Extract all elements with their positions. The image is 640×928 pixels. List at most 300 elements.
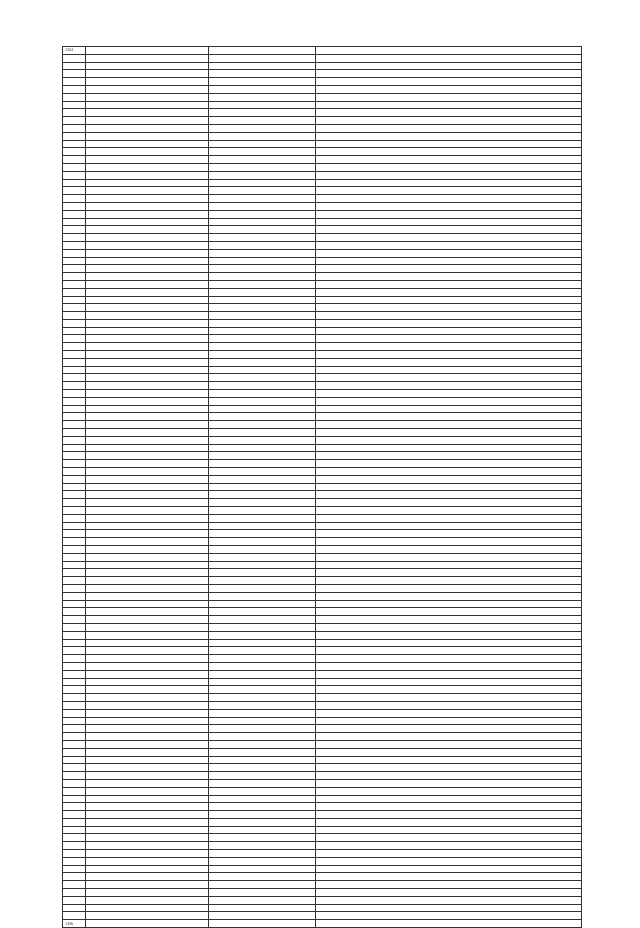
table-cell (63, 577, 86, 585)
table-cell (316, 725, 582, 733)
table-cell (316, 514, 582, 522)
table-cell (209, 54, 316, 62)
table-row (63, 530, 582, 538)
table-cell (316, 608, 582, 616)
table-cell (86, 889, 209, 897)
table-cell (316, 631, 582, 639)
table-row (63, 210, 582, 218)
table-cell (316, 382, 582, 390)
table-cell (63, 468, 86, 476)
table-cell (209, 202, 316, 210)
table-cell (86, 218, 209, 226)
table-cell (86, 70, 209, 78)
register-table (62, 46, 582, 928)
table-row (63, 865, 582, 873)
table-row (63, 117, 582, 125)
table-cell (86, 78, 209, 86)
table-cell (316, 764, 582, 772)
table-cell (63, 795, 86, 803)
table-cell (209, 507, 316, 515)
table-cell (316, 577, 582, 585)
table-cell (316, 421, 582, 429)
table-cell (63, 811, 86, 819)
table-cell (63, 670, 86, 678)
table-cell (316, 101, 582, 109)
table-row (63, 522, 582, 530)
table-cell (316, 475, 582, 483)
table-cell (316, 319, 582, 327)
table-cell (316, 249, 582, 257)
table-row (63, 569, 582, 577)
table-cell (63, 195, 86, 203)
table-cell (209, 873, 316, 881)
table-row (63, 717, 582, 725)
table-cell (316, 187, 582, 195)
table-cell (86, 756, 209, 764)
table-row (63, 647, 582, 655)
table-cell (86, 343, 209, 351)
table-cell (209, 179, 316, 187)
table-cell (209, 639, 316, 647)
table-cell (209, 156, 316, 164)
table-row (63, 577, 582, 585)
table-row (63, 226, 582, 234)
table-cell (209, 826, 316, 834)
table-row (63, 655, 582, 663)
table-cell (86, 304, 209, 312)
table-cell (63, 546, 86, 554)
table-cell (209, 686, 316, 694)
table-cell (86, 202, 209, 210)
table-cell (209, 366, 316, 374)
table-cell (316, 148, 582, 156)
table-cell (316, 460, 582, 468)
table-cell (316, 280, 582, 288)
table-cell (209, 920, 316, 928)
table-cell (86, 865, 209, 873)
table-cell (63, 374, 86, 382)
table-cell (86, 709, 209, 717)
table-cell (209, 280, 316, 288)
table-row (63, 608, 582, 616)
table-cell (316, 811, 582, 819)
table-cell (63, 709, 86, 717)
table-row (63, 273, 582, 281)
table-cell (316, 655, 582, 663)
table-cell (209, 124, 316, 132)
table-row (63, 335, 582, 343)
table-cell (86, 592, 209, 600)
table-cell (63, 358, 86, 366)
table-cell (63, 132, 86, 140)
table-cell (63, 101, 86, 109)
table-cell (316, 296, 582, 304)
table-row (63, 701, 582, 709)
table-cell (63, 288, 86, 296)
table-cell (86, 156, 209, 164)
table-cell (63, 405, 86, 413)
table-cell (316, 429, 582, 437)
table-cell (316, 397, 582, 405)
table-cell (86, 686, 209, 694)
table-cell (63, 124, 86, 132)
table-cell (86, 896, 209, 904)
table-cell (63, 421, 86, 429)
table-cell (63, 584, 86, 592)
table-cell (316, 639, 582, 647)
table-cell (316, 662, 582, 670)
table-cell (86, 577, 209, 585)
table-cell (316, 920, 582, 928)
table-row (63, 561, 582, 569)
table-cell (86, 47, 209, 55)
table-cell (63, 842, 86, 850)
table-cell (86, 257, 209, 265)
table-row (63, 54, 582, 62)
table-row (63, 312, 582, 320)
table-cell (209, 382, 316, 390)
table-cell (209, 195, 316, 203)
table-cell (86, 733, 209, 741)
table-cell (63, 873, 86, 881)
table-cell (86, 374, 209, 382)
table-cell (86, 803, 209, 811)
table-cell (86, 616, 209, 624)
table-row (63, 421, 582, 429)
table-cell (316, 756, 582, 764)
table-cell (63, 857, 86, 865)
table-cell (316, 678, 582, 686)
table-row (63, 553, 582, 561)
table-cell (63, 608, 86, 616)
table-cell (86, 639, 209, 647)
table-cell (86, 382, 209, 390)
table-cell (86, 195, 209, 203)
table-cell (316, 257, 582, 265)
table-cell (86, 850, 209, 858)
table-cell (63, 140, 86, 148)
table-cell (316, 288, 582, 296)
table-cell (209, 483, 316, 491)
table-cell (63, 600, 86, 608)
table-cell (316, 140, 582, 148)
table-row (63, 538, 582, 546)
table-cell (63, 382, 86, 390)
table-cell (63, 327, 86, 335)
table-cell (86, 772, 209, 780)
table-cell (86, 413, 209, 421)
table-cell (209, 811, 316, 819)
table-cell (63, 93, 86, 101)
table-cell (209, 662, 316, 670)
table-row (63, 483, 582, 491)
table-cell (63, 686, 86, 694)
table-row (63, 740, 582, 748)
table-row (63, 811, 582, 819)
table-cell (316, 717, 582, 725)
table-row (63, 795, 582, 803)
table-cell (63, 319, 86, 327)
table-cell (63, 701, 86, 709)
table-row (63, 546, 582, 554)
table-cell (209, 296, 316, 304)
table-cell (63, 109, 86, 117)
table-cell (209, 553, 316, 561)
table-cell (63, 343, 86, 351)
table-cell (209, 608, 316, 616)
table-cell (316, 351, 582, 359)
table-cell (86, 234, 209, 242)
table-row (63, 93, 582, 101)
table-cell (86, 265, 209, 273)
table-cell (316, 241, 582, 249)
table-cell (209, 226, 316, 234)
table-cell (209, 748, 316, 756)
table-cell (209, 795, 316, 803)
table-cell (209, 444, 316, 452)
table-row (63, 249, 582, 257)
table-cell (209, 390, 316, 398)
table-row (63, 429, 582, 437)
table-row (63, 514, 582, 522)
table-cell (63, 304, 86, 312)
table-cell (86, 920, 209, 928)
table-cell (86, 312, 209, 320)
table-cell (86, 444, 209, 452)
table-cell (209, 756, 316, 764)
table-cell (86, 117, 209, 125)
table-cell (63, 826, 86, 834)
table-cell (86, 319, 209, 327)
table-cell (316, 413, 582, 421)
table-cell: 1324 (63, 47, 86, 55)
table-cell (316, 670, 582, 678)
table-cell (209, 163, 316, 171)
table-row (63, 202, 582, 210)
table-row (63, 491, 582, 499)
table-cell (86, 600, 209, 608)
table-cell (63, 779, 86, 787)
table-cell (63, 85, 86, 93)
table-cell (63, 234, 86, 242)
table-cell (209, 569, 316, 577)
table-cell (209, 631, 316, 639)
table-cell (316, 850, 582, 858)
table-cell (209, 857, 316, 865)
table-cell (86, 826, 209, 834)
table-cell (63, 202, 86, 210)
table-cell (86, 538, 209, 546)
table-cell (63, 514, 86, 522)
table-row (63, 460, 582, 468)
table-cell (316, 818, 582, 826)
table-cell (63, 280, 86, 288)
table-cell (209, 335, 316, 343)
table-cell (209, 694, 316, 702)
table-cell (209, 132, 316, 140)
table-cell (209, 70, 316, 78)
table-cell (209, 491, 316, 499)
table-cell (86, 429, 209, 437)
table-row (63, 85, 582, 93)
table-cell (63, 561, 86, 569)
table-cell (63, 725, 86, 733)
table-cell (86, 132, 209, 140)
table-cell (209, 577, 316, 585)
table-cell (86, 584, 209, 592)
table-row (63, 507, 582, 515)
table-cell (86, 273, 209, 281)
table-cell (209, 842, 316, 850)
table-cell (63, 803, 86, 811)
table-cell (86, 740, 209, 748)
table-cell (209, 499, 316, 507)
table-cell (209, 249, 316, 257)
table-cell (209, 218, 316, 226)
table-cell (209, 904, 316, 912)
table-cell (86, 249, 209, 257)
table-row (63, 733, 582, 741)
table-cell (63, 623, 86, 631)
table-cell (63, 241, 86, 249)
table-row (63, 296, 582, 304)
table-cell (86, 280, 209, 288)
table-cell (86, 54, 209, 62)
table-cell (86, 468, 209, 476)
table-row (63, 358, 582, 366)
table-cell (316, 124, 582, 132)
table-row (63, 280, 582, 288)
table-cell (316, 686, 582, 694)
table-row (63, 803, 582, 811)
table-cell (86, 140, 209, 148)
table-row (63, 319, 582, 327)
table-cell (316, 343, 582, 351)
table-cell (86, 507, 209, 515)
table-cell (209, 343, 316, 351)
table-cell (63, 187, 86, 195)
table-cell (86, 179, 209, 187)
table-cell (63, 249, 86, 257)
table-cell (316, 156, 582, 164)
table-cell (316, 499, 582, 507)
table-cell (316, 616, 582, 624)
table-cell (63, 460, 86, 468)
table-cell (86, 483, 209, 491)
table-cell (209, 436, 316, 444)
table-cell (316, 904, 582, 912)
table-row (63, 452, 582, 460)
table-cell (63, 413, 86, 421)
table-cell (316, 226, 582, 234)
table-cell (316, 179, 582, 187)
table-cell (63, 265, 86, 273)
table-cell (316, 647, 582, 655)
table-cell (63, 772, 86, 780)
table-cell (86, 694, 209, 702)
table-cell (209, 561, 316, 569)
table-cell (86, 397, 209, 405)
table-cell (86, 811, 209, 819)
table-cell (316, 265, 582, 273)
table-cell (63, 444, 86, 452)
table-cell (209, 327, 316, 335)
table-cell (86, 452, 209, 460)
table-cell (209, 546, 316, 554)
table-cell (86, 546, 209, 554)
table-cell (209, 475, 316, 483)
table-cell (63, 655, 86, 663)
table-cell (63, 273, 86, 281)
table-cell (209, 210, 316, 218)
table-cell (86, 881, 209, 889)
table-cell (209, 273, 316, 281)
table-cell (86, 296, 209, 304)
table-row (63, 772, 582, 780)
table-cell (209, 912, 316, 920)
table-cell (209, 319, 316, 327)
table-cell (209, 881, 316, 889)
table-row (63, 616, 582, 624)
table-cell (209, 592, 316, 600)
table-cell (63, 491, 86, 499)
table-cell (86, 460, 209, 468)
table-cell (316, 912, 582, 920)
table-row (63, 163, 582, 171)
table-cell (86, 904, 209, 912)
table-cell (316, 358, 582, 366)
document-page (62, 46, 582, 928)
table-cell (316, 117, 582, 125)
table-cell (63, 694, 86, 702)
table-cell (209, 171, 316, 179)
table-cell (209, 725, 316, 733)
table-cell (86, 795, 209, 803)
table-row (63, 670, 582, 678)
table-cell (63, 312, 86, 320)
table-cell (316, 171, 582, 179)
table-cell (316, 569, 582, 577)
table-cell (63, 553, 86, 561)
table-cell (63, 70, 86, 78)
table-cell (209, 187, 316, 195)
table-row (63, 288, 582, 296)
table-cell (209, 818, 316, 826)
table-cell (86, 288, 209, 296)
table-cell (209, 865, 316, 873)
table-cell (63, 218, 86, 226)
table-row (63, 756, 582, 764)
table-cell (209, 538, 316, 546)
table-cell (316, 896, 582, 904)
table-cell (209, 514, 316, 522)
table-cell (209, 62, 316, 70)
table-cell (316, 405, 582, 413)
table-cell (209, 600, 316, 608)
table-cell (63, 117, 86, 125)
table-cell (86, 171, 209, 179)
table-cell (86, 327, 209, 335)
table-cell (86, 912, 209, 920)
table-cell (316, 592, 582, 600)
table-cell (209, 616, 316, 624)
table-cell (63, 210, 86, 218)
table-cell (63, 179, 86, 187)
table-row (63, 600, 582, 608)
table-cell (63, 756, 86, 764)
table-row (63, 896, 582, 904)
table-cell (86, 109, 209, 117)
